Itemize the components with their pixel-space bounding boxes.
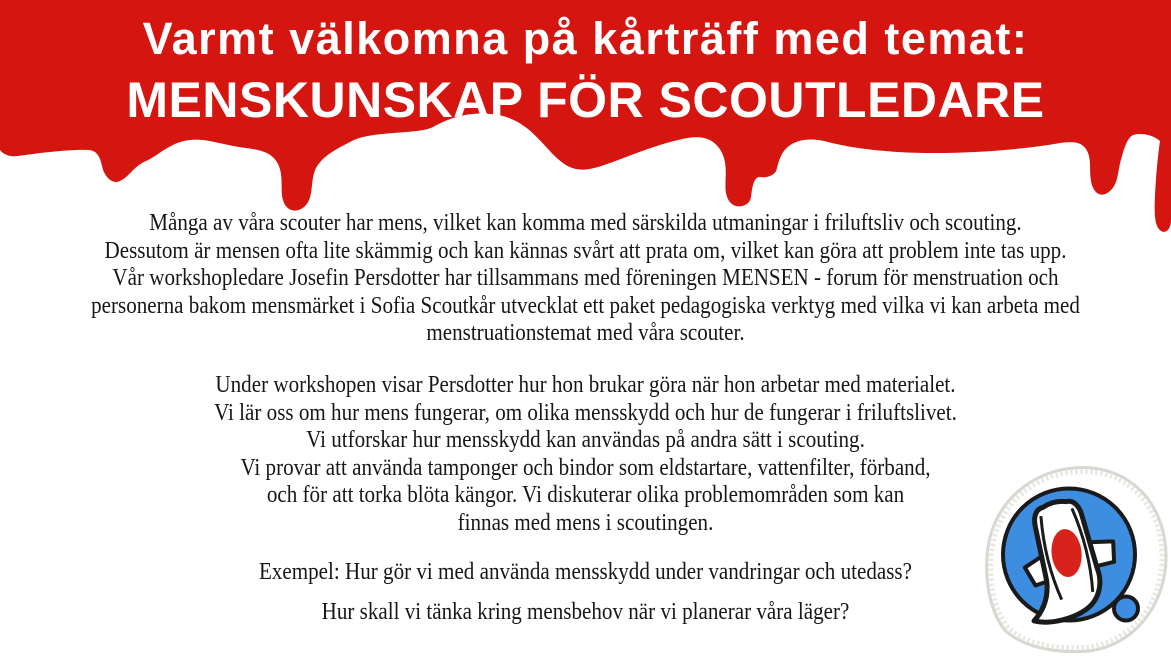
title-line-2: MENSKUNSKAP FÖR SCOUTLEDARE bbox=[126, 72, 1045, 128]
title-line-1: Varmt välkomna på kårträff med temat: bbox=[142, 13, 1029, 64]
menstrual-pad-badge-icon bbox=[983, 462, 1169, 657]
banner-title bbox=[0, 8, 1171, 130]
example-question bbox=[82, 558, 1089, 586]
text-line: Hur skall vi tänka kring mensbehov när vi planerar våra läger? bbox=[321, 598, 850, 625]
mensen-badge bbox=[983, 462, 1169, 657]
text-line: Exempel: Hur gör vi med använda mensskydd under vandringar och utedass? bbox=[258, 558, 912, 585]
camps-question bbox=[82, 598, 1089, 626]
workshop-paragraph bbox=[82, 371, 1089, 536]
badge-small-dot bbox=[1114, 597, 1138, 621]
text-line: finnas med mens i scoutingen. bbox=[457, 508, 714, 536]
text-line: Dessutom är mensen ofta lite skämmig och kan kännas svårt att prata om, vilket kan göra att problem inte tas upp. bbox=[104, 236, 1067, 264]
text-line: Vi utforskar hur mensskydd kan användas på andra sätt i scouting. bbox=[306, 426, 865, 453]
text-line: menstruationstemat med våra scouter. bbox=[426, 319, 745, 346]
text-line: Under workshopen visar Persdotter hur hon brukar göra när hon arbetar med materialet. bbox=[215, 371, 956, 398]
text-line: personerna bakom mensmärket i Sofia Scoutkår utvecklat ett paket pedagogiska verktyg med vilka vi kan arbeta med bbox=[91, 291, 1080, 319]
text-line: och för att torka blöta kängor. Vi diskuterar olika problemområden som kan bbox=[266, 481, 905, 508]
text-line: Vår workshopledare Josefin Persdotter har tillsammans med föreningen MENSEN - forum för menstruation och bbox=[112, 264, 1059, 291]
intro-paragraph bbox=[82, 209, 1089, 347]
text-line: Vi lär oss om hur mens fungerar, om olika mensskydd och hur de fungerar i friluftslivet. bbox=[214, 398, 957, 426]
text-line: Vi provar att använda tamponger och bindor som eldstartare, vattenfilter, förband, bbox=[240, 453, 931, 481]
text-line: Många av våra scouter har mens, vilket kan komma med särskilda utmaningar i friluftsliv och scouting. bbox=[149, 209, 1022, 236]
